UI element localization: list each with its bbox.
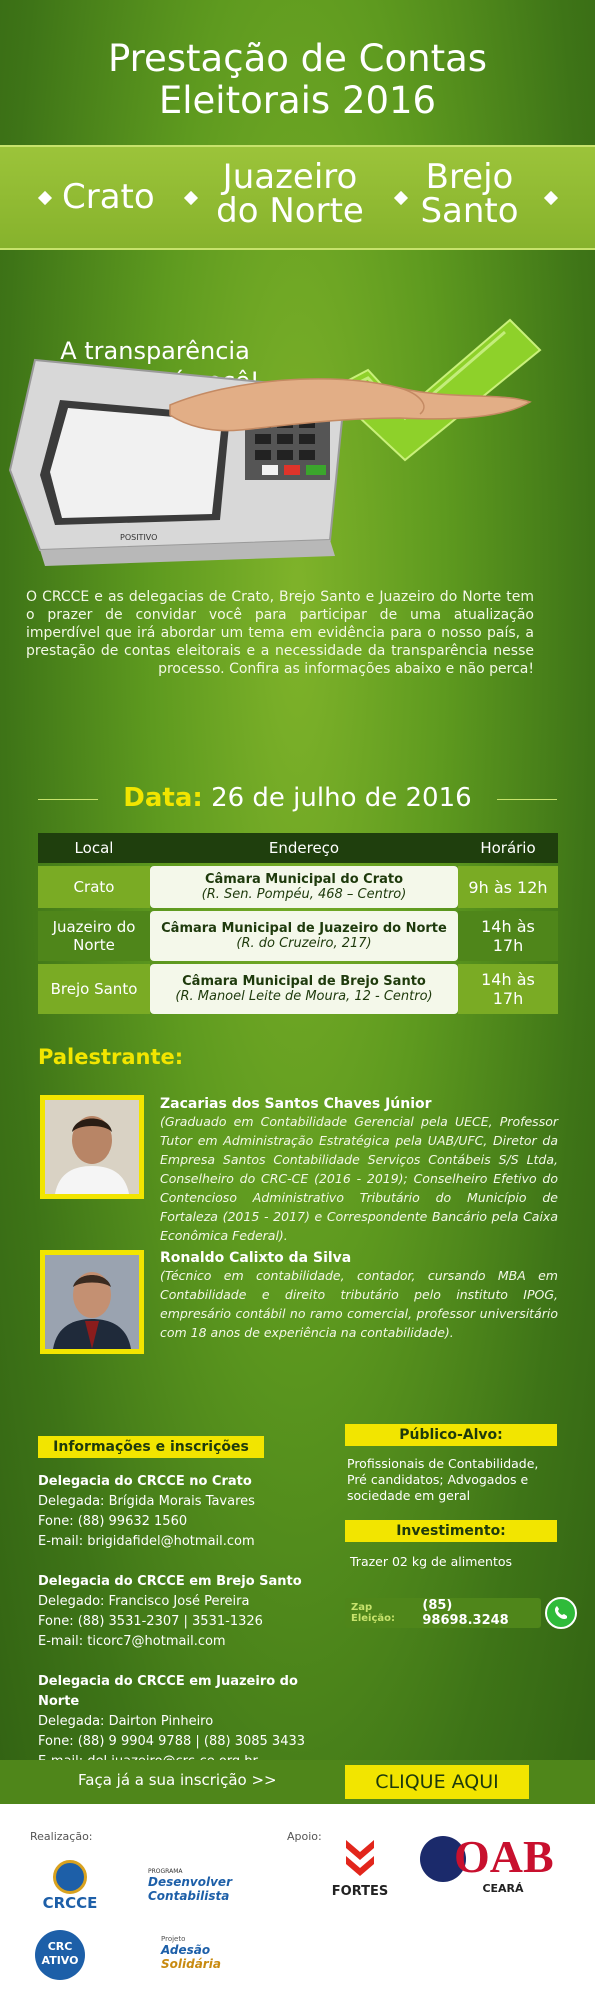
publico-tag: Público-Alvo: [345, 1424, 557, 1446]
event-date [0, 780, 595, 816]
schedule-table [38, 830, 558, 1017]
cell-time: 14h às 17h [458, 911, 558, 961]
city-juazeiro: Juazeiro do Norte [216, 157, 364, 231]
speaker-name: Zacarias dos Santos Chaves Júnior [160, 1096, 432, 1112]
col-header-local: Local [38, 833, 150, 863]
zap-number: (85) 98698.3248 [422, 1598, 509, 1628]
col-header-address: Endereço [150, 833, 458, 863]
cta-text: Faça já a sua inscrição >> [78, 1771, 277, 1789]
crcce-emblem-icon [53, 1860, 87, 1894]
speaker-1 [160, 1096, 558, 1245]
cta-button[interactable]: CLIQUE AQUI [345, 1765, 529, 1799]
table-row [38, 964, 558, 1014]
oab-logo: OAB CEARÁ [420, 1832, 550, 1892]
crc-ativo-logo [35, 1930, 95, 1980]
crc-ativo-badge-icon: CRC ATIVO [35, 1930, 85, 1980]
fortes-emblem-icon [338, 1836, 382, 1880]
title-line-1: Prestação de Contas [107, 37, 488, 80]
investimento-text: Trazer 02 kg de alimentos [350, 1554, 513, 1569]
delegacia-juazeiro: Delegacia do CRCCE em Juazeiro do Norte Delegada: Dairton Pinheiro Fone: (88) 9 9904 9788 | (88) 3085 3433 [38, 1672, 338, 1772]
investimento-tag: Investimento: [345, 1520, 557, 1542]
crcce-logo: CRCCE [35, 1860, 105, 1912]
zap-label: Zap Eleição: [351, 1602, 396, 1624]
speaker-2 [160, 1250, 558, 1342]
cell-local: Brejo Santo [38, 964, 150, 1014]
email-link[interactable]: E-mail: ticorc7@hotmail.com [38, 1634, 226, 1649]
apoio-label: Apoio: [287, 1830, 322, 1843]
speaker-photo [40, 1095, 144, 1199]
table-row [38, 866, 558, 908]
intro-paragraph: O CRCCE e as delegacias de Crato, Brejo Santo e Juazeiro do Norte tem o prazer de convidar você para participar de uma atualização imperdível que irá abordar um tema em evidência para o nosso país, a prestação de contas eleitorais e a necessidade da transparência nesse processo. Confira as informações abaixo e não perca! [26, 589, 534, 677]
speaker-photo [40, 1250, 144, 1354]
publico-text: Profissionais de Contabilidade, Pré candidatos; Advogados e sociedade em geral [347, 1456, 539, 1503]
date-value: 26 de julho de 2016 [211, 783, 472, 813]
col-header-time: Horário [458, 833, 558, 863]
fortes-logo: FORTES [325, 1836, 395, 1899]
speakers-title: Palestrante: [38, 1045, 184, 1069]
ballot-brand-text: POSITIVO [120, 533, 158, 542]
speaker-name: Ronaldo Calixto da Silva [160, 1250, 352, 1266]
city-crato: Crato [62, 177, 155, 217]
delegacia-crato: Delegacia do CRCCE no Crato Delegada: Brígida Morais Tavares Fone: (88) 99632 1560 E-mail: brigidafidel@hotmail.com [38, 1472, 338, 1552]
person-icon [45, 1100, 139, 1194]
whatsapp-icon[interactable] [545, 1597, 577, 1629]
title-line-2: Eleitorais 2016 [158, 79, 437, 122]
adesao-logo: Projeto Adesão Solidária [161, 1935, 221, 1971]
cell-local: Juazeiro do Norte [38, 911, 150, 961]
delegacia-brejo-santo: Delegacia do CRCCE em Brejo Santo Delegado: Francisco José Pereira Fone: (88) 3531-2307 | 3531-1326 E-mail: ticorc7@hotmail.com [38, 1572, 338, 1652]
realizacao-label: Realização: [30, 1830, 93, 1843]
cell-address: Câmara Municipal de Brejo Santo (R. Manoel Leite de Moura, 12 - Centro) [150, 964, 458, 1014]
cell-time: 9h às 12h [458, 866, 558, 908]
slogan: A transparência [60, 337, 250, 365]
programa-logo: PROGRAMA Desenvolver Contabilista [148, 1868, 232, 1903]
date-label: Data: [123, 783, 203, 813]
table-row [38, 911, 558, 961]
table-header-row [38, 833, 558, 863]
cell-local: Crato [38, 866, 150, 908]
zap-contact[interactable] [345, 1598, 541, 1628]
cell-address: Câmara Municipal de Juazeiro do Norte (R. do Cruzeiro, 217) [150, 911, 458, 961]
page-title [0, 38, 595, 122]
ballot-illustration [0, 300, 595, 600]
speaker-bio: (Técnico em contabilidade, contador, cursando MBA em Contabilidade e direito tributário pelo instituto IPOG, empresário contábil no ramo comercial, professor universitário com 18 anos de experiência na contabilidade). [160, 1268, 558, 1340]
info-tag: Informações e inscrições [38, 1436, 264, 1458]
cell-time: 14h às 17h [458, 964, 558, 1014]
speaker-bio: (Graduado em Contabilidade Gerencial pela UECE, Professor Tutor em Administração Estratégica pela UAB/UFC, Diretor da Empresa Santos Contabilidade Serviços Contábeis S/S Ltda, Conselheiro do CRC-CE (2016 - 2019); Conselheiro Efetivo do Contencioso Administrativo Tributário do Município de Fortaleza (2015 - 2017) e Correspondente Bancário pela Caixa Econômica Federal). [160, 1114, 558, 1243]
person-icon [45, 1255, 139, 1349]
email-link[interactable]: E-mail: brigidafidel@hotmail.com [38, 1534, 255, 1549]
city-brejo: Brejo Santo [420, 157, 519, 231]
cell-address: Câmara Municipal do Crato (R. Sen. Pompéu, 468 – Centro) [150, 866, 458, 908]
